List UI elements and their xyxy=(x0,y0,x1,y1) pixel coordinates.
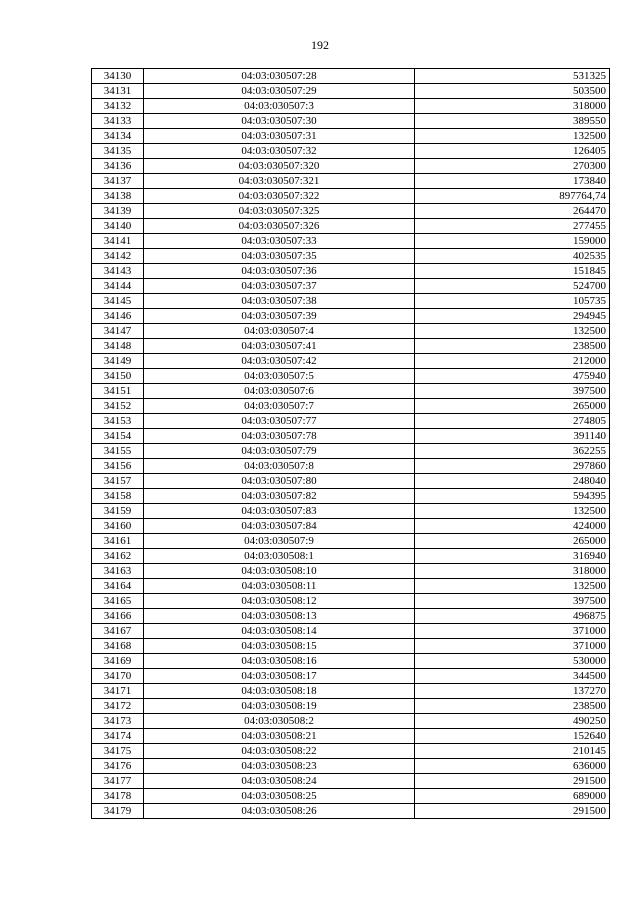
value-cell: 265000 xyxy=(415,399,610,414)
cadastral-number-cell: 04:03:030508:10 xyxy=(144,564,415,579)
row-number-cell: 34144 xyxy=(92,279,144,294)
value-cell: 897764,74 xyxy=(415,189,610,204)
table-row xyxy=(92,489,610,504)
row-number-cell: 34178 xyxy=(92,789,144,804)
row-number-cell: 34176 xyxy=(92,759,144,774)
cadastral-value-table xyxy=(91,68,610,819)
cadastral-number-cell: 04:03:030507:5 xyxy=(144,369,415,384)
table-row xyxy=(92,354,610,369)
row-number-cell: 34142 xyxy=(92,249,144,264)
cadastral-number-cell: 04:03:030507:79 xyxy=(144,444,415,459)
cadastral-number-cell: 04:03:030507:320 xyxy=(144,159,415,174)
table-row xyxy=(92,294,610,309)
row-number-cell: 34169 xyxy=(92,654,144,669)
value-cell: 132500 xyxy=(415,129,610,144)
value-cell: 291500 xyxy=(415,804,610,819)
row-number-cell: 34156 xyxy=(92,459,144,474)
value-cell: 496875 xyxy=(415,609,610,624)
row-number-cell: 34153 xyxy=(92,414,144,429)
cadastral-number-cell: 04:03:030507:3 xyxy=(144,99,415,114)
table-row xyxy=(92,144,610,159)
value-cell: 636000 xyxy=(415,759,610,774)
cadastral-number-cell: 04:03:030508:17 xyxy=(144,669,415,684)
cadastral-number-cell: 04:03:030507:82 xyxy=(144,489,415,504)
cadastral-number-cell: 04:03:030508:1 xyxy=(144,549,415,564)
value-cell: 291500 xyxy=(415,774,610,789)
cadastral-number-cell: 04:03:030507:9 xyxy=(144,534,415,549)
row-number-cell: 34167 xyxy=(92,624,144,639)
cadastral-number-cell: 04:03:030508:24 xyxy=(144,774,415,789)
cadastral-number-cell: 04:03:030507:35 xyxy=(144,249,415,264)
row-number-cell: 34139 xyxy=(92,204,144,219)
cadastral-number-cell: 04:03:030508:25 xyxy=(144,789,415,804)
value-cell: 248040 xyxy=(415,474,610,489)
row-number-cell: 34179 xyxy=(92,804,144,819)
cadastral-number-cell: 04:03:030507:84 xyxy=(144,519,415,534)
row-number-cell: 34159 xyxy=(92,504,144,519)
value-cell: 265000 xyxy=(415,534,610,549)
table-row xyxy=(92,174,610,189)
table-row xyxy=(92,84,610,99)
page-number: 192 xyxy=(311,38,329,52)
table-row xyxy=(92,804,610,819)
row-number-cell: 34148 xyxy=(92,339,144,354)
value-cell: 270300 xyxy=(415,159,610,174)
row-number-cell: 34168 xyxy=(92,639,144,654)
row-number-cell: 34149 xyxy=(92,354,144,369)
value-cell: 238500 xyxy=(415,339,610,354)
value-cell: 105735 xyxy=(415,294,610,309)
cadastral-number-cell: 04:03:030508:19 xyxy=(144,699,415,714)
value-cell: 132500 xyxy=(415,504,610,519)
row-number-cell: 34160 xyxy=(92,519,144,534)
table-row xyxy=(92,789,610,804)
cadastral-number-cell: 04:03:030507:42 xyxy=(144,354,415,369)
value-cell: 132500 xyxy=(415,579,610,594)
row-number-cell: 34138 xyxy=(92,189,144,204)
row-number-cell: 34174 xyxy=(92,729,144,744)
row-number-cell: 34165 xyxy=(92,594,144,609)
value-cell: 294945 xyxy=(415,309,610,324)
row-number-cell: 34173 xyxy=(92,714,144,729)
cadastral-number-cell: 04:03:030507:37 xyxy=(144,279,415,294)
cadastral-number-cell: 04:03:030507:41 xyxy=(144,339,415,354)
row-number-cell: 34172 xyxy=(92,699,144,714)
table-row xyxy=(92,654,610,669)
value-cell: 173840 xyxy=(415,174,610,189)
cadastral-number-cell: 04:03:030507:29 xyxy=(144,84,415,99)
row-number-cell: 34161 xyxy=(92,534,144,549)
cadastral-number-cell: 04:03:030508:21 xyxy=(144,729,415,744)
value-cell: 274805 xyxy=(415,414,610,429)
table-row xyxy=(92,234,610,249)
table-row xyxy=(92,504,610,519)
value-cell: 212000 xyxy=(415,354,610,369)
row-number-cell: 34151 xyxy=(92,384,144,399)
cadastral-number-cell: 04:03:030507:28 xyxy=(144,69,415,84)
cadastral-number-cell: 04:03:030507:4 xyxy=(144,324,415,339)
cadastral-number-cell: 04:03:030508:13 xyxy=(144,609,415,624)
cadastral-number-cell: 04:03:030508:14 xyxy=(144,624,415,639)
table-row xyxy=(92,114,610,129)
cadastral-number-cell: 04:03:030507:39 xyxy=(144,309,415,324)
table-row xyxy=(92,264,610,279)
row-number-cell: 34170 xyxy=(92,669,144,684)
table-row xyxy=(92,549,610,564)
value-cell: 318000 xyxy=(415,564,610,579)
value-cell: 371000 xyxy=(415,624,610,639)
cadastral-number-cell: 04:03:030508:12 xyxy=(144,594,415,609)
table-row xyxy=(92,444,610,459)
row-number-cell: 34164 xyxy=(92,579,144,594)
table-row xyxy=(92,99,610,114)
value-cell: 490250 xyxy=(415,714,610,729)
table-row xyxy=(92,579,610,594)
table-row xyxy=(92,324,610,339)
value-cell: 362255 xyxy=(415,444,610,459)
cadastral-number-cell: 04:03:030508:15 xyxy=(144,639,415,654)
row-number-cell: 34158 xyxy=(92,489,144,504)
value-cell: 503500 xyxy=(415,84,610,99)
row-number-cell: 34141 xyxy=(92,234,144,249)
value-cell: 424000 xyxy=(415,519,610,534)
value-cell: 277455 xyxy=(415,219,610,234)
table-row xyxy=(92,69,610,84)
cadastral-number-cell: 04:03:030507:30 xyxy=(144,114,415,129)
table-row xyxy=(92,624,610,639)
value-cell: 151845 xyxy=(415,264,610,279)
cadastral-number-cell: 04:03:030508:23 xyxy=(144,759,415,774)
value-cell: 152640 xyxy=(415,729,610,744)
value-cell: 264470 xyxy=(415,204,610,219)
row-number-cell: 34171 xyxy=(92,684,144,699)
row-number-cell: 34133 xyxy=(92,114,144,129)
table-row xyxy=(92,744,610,759)
row-number-cell: 34177 xyxy=(92,774,144,789)
table-body xyxy=(92,69,610,819)
value-cell: 530000 xyxy=(415,654,610,669)
value-cell: 297860 xyxy=(415,459,610,474)
table-row xyxy=(92,399,610,414)
row-number-cell: 34143 xyxy=(92,264,144,279)
row-number-cell: 34163 xyxy=(92,564,144,579)
value-cell: 137270 xyxy=(415,684,610,699)
cadastral-number-cell: 04:03:030507:80 xyxy=(144,474,415,489)
cadastral-number-cell: 04:03:030507:36 xyxy=(144,264,415,279)
row-number-cell: 34130 xyxy=(92,69,144,84)
table-row xyxy=(92,714,610,729)
row-number-cell: 34162 xyxy=(92,549,144,564)
value-cell: 594395 xyxy=(415,489,610,504)
cadastral-number-cell: 04:03:030508:18 xyxy=(144,684,415,699)
table-row xyxy=(92,369,610,384)
row-number-cell: 34136 xyxy=(92,159,144,174)
row-number-cell: 34154 xyxy=(92,429,144,444)
cadastral-number-cell: 04:03:030508:11 xyxy=(144,579,415,594)
value-cell: 391140 xyxy=(415,429,610,444)
table-row xyxy=(92,204,610,219)
table-row xyxy=(92,684,610,699)
value-cell: 397500 xyxy=(415,594,610,609)
row-number-cell: 34150 xyxy=(92,369,144,384)
row-number-cell: 34140 xyxy=(92,219,144,234)
cadastral-number-cell: 04:03:030507:31 xyxy=(144,129,415,144)
cadastral-number-cell: 04:03:030507:322 xyxy=(144,189,415,204)
cadastral-number-cell: 04:03:030507:326 xyxy=(144,219,415,234)
table-row xyxy=(92,429,610,444)
table-row xyxy=(92,219,610,234)
value-cell: 524700 xyxy=(415,279,610,294)
table-row xyxy=(92,609,610,624)
cadastral-number-cell: 04:03:030507:7 xyxy=(144,399,415,414)
value-cell: 475940 xyxy=(415,369,610,384)
cadastral-number-cell: 04:03:030507:77 xyxy=(144,414,415,429)
table-row xyxy=(92,669,610,684)
table-row xyxy=(92,594,610,609)
table-row xyxy=(92,774,610,789)
row-number-cell: 34146 xyxy=(92,309,144,324)
table-row xyxy=(92,189,610,204)
table-row xyxy=(92,564,610,579)
table-row xyxy=(92,729,610,744)
value-cell: 531325 xyxy=(415,69,610,84)
row-number-cell: 34152 xyxy=(92,399,144,414)
cadastral-number-cell: 04:03:030508:2 xyxy=(144,714,415,729)
row-number-cell: 34135 xyxy=(92,144,144,159)
row-number-cell: 34131 xyxy=(92,84,144,99)
cadastral-number-cell: 04:03:030507:38 xyxy=(144,294,415,309)
cadastral-number-cell: 04:03:030507:32 xyxy=(144,144,415,159)
table-row xyxy=(92,759,610,774)
row-number-cell: 34157 xyxy=(92,474,144,489)
cadastral-number-cell: 04:03:030508:26 xyxy=(144,804,415,819)
cadastral-number-cell: 04:03:030507:33 xyxy=(144,234,415,249)
value-cell: 371000 xyxy=(415,639,610,654)
row-number-cell: 34137 xyxy=(92,174,144,189)
cadastral-number-cell: 04:03:030507:6 xyxy=(144,384,415,399)
cadastral-number-cell: 04:03:030507:83 xyxy=(144,504,415,519)
value-cell: 132500 xyxy=(415,324,610,339)
value-cell: 316940 xyxy=(415,549,610,564)
cadastral-number-cell: 04:03:030507:325 xyxy=(144,204,415,219)
row-number-cell: 34155 xyxy=(92,444,144,459)
row-number-cell: 34134 xyxy=(92,129,144,144)
row-number-cell: 34166 xyxy=(92,609,144,624)
value-cell: 389550 xyxy=(415,114,610,129)
table-row xyxy=(92,249,610,264)
value-cell: 344500 xyxy=(415,669,610,684)
table-row xyxy=(92,414,610,429)
cadastral-number-cell: 04:03:030508:22 xyxy=(144,744,415,759)
cadastral-number-cell: 04:03:030507:78 xyxy=(144,429,415,444)
value-cell: 238500 xyxy=(415,699,610,714)
table-row xyxy=(92,339,610,354)
table-row xyxy=(92,459,610,474)
row-number-cell: 34175 xyxy=(92,744,144,759)
cadastral-number-cell: 04:03:030508:16 xyxy=(144,654,415,669)
table-row xyxy=(92,519,610,534)
table-row xyxy=(92,384,610,399)
cadastral-number-cell: 04:03:030507:321 xyxy=(144,174,415,189)
row-number-cell: 34147 xyxy=(92,324,144,339)
row-number-cell: 34132 xyxy=(92,99,144,114)
value-cell: 689000 xyxy=(415,789,610,804)
table-row xyxy=(92,699,610,714)
table-row xyxy=(92,159,610,174)
row-number-cell: 34145 xyxy=(92,294,144,309)
table-row xyxy=(92,309,610,324)
value-cell: 402535 xyxy=(415,249,610,264)
table-row xyxy=(92,474,610,489)
value-cell: 210145 xyxy=(415,744,610,759)
table-row xyxy=(92,279,610,294)
value-cell: 318000 xyxy=(415,99,610,114)
table-row xyxy=(92,639,610,654)
value-cell: 126405 xyxy=(415,144,610,159)
value-cell: 397500 xyxy=(415,384,610,399)
table-row xyxy=(92,534,610,549)
cadastral-number-cell: 04:03:030507:8 xyxy=(144,459,415,474)
table-row xyxy=(92,129,610,144)
value-cell: 159000 xyxy=(415,234,610,249)
